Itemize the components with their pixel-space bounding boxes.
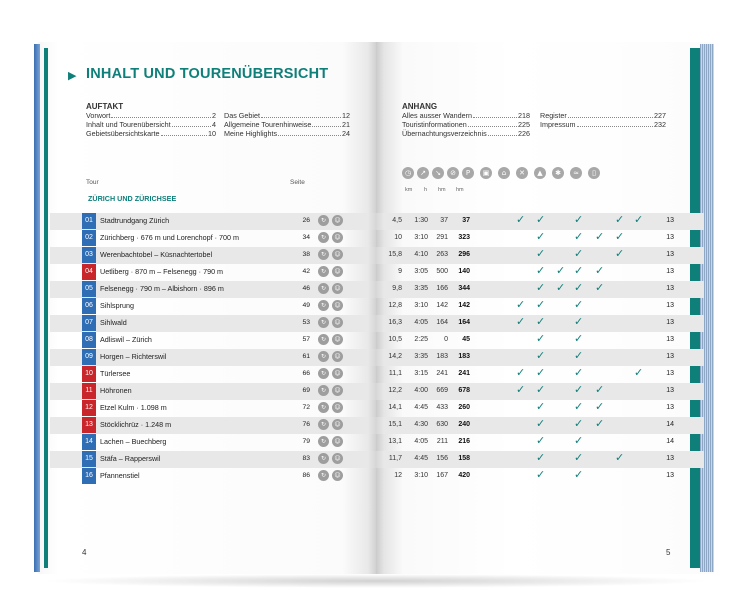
- difficulty-icon: ↻: [318, 334, 329, 345]
- tour-down: 420: [458, 472, 470, 479]
- check-icon: ✓: [574, 468, 584, 481]
- tour-km: 11,7: [388, 455, 402, 462]
- tour-ref-page: 13: [666, 234, 674, 241]
- toc-leader: [161, 129, 207, 136]
- tour-name: Lachen – Buechberg: [100, 437, 167, 446]
- left-teal-band: [44, 48, 48, 568]
- check-icon: ✓: [516, 366, 526, 379]
- check-icon: ✓: [615, 213, 625, 226]
- anhang-heading: ANHANG: [402, 102, 438, 111]
- tour-down: 45: [462, 336, 470, 343]
- tour-page: 66: [302, 370, 310, 377]
- check-icon: ✓: [536, 468, 546, 481]
- tour-page: 72: [302, 404, 310, 411]
- tour-up: 164: [436, 319, 448, 326]
- unit-km: km: [405, 187, 413, 193]
- difficulty-icon: ↻: [318, 215, 329, 226]
- tour-name: Sihlwald: [100, 318, 127, 327]
- page-number-right: 5: [666, 548, 671, 557]
- tour-page: 38: [302, 251, 310, 258]
- check-icon: ✓: [615, 247, 625, 260]
- tour-page: 76: [302, 421, 310, 428]
- tour-ref-page: 14: [666, 438, 674, 445]
- book-shadow: [40, 574, 712, 588]
- check-icon: ✓: [615, 451, 625, 464]
- tour-ref-page: 13: [666, 217, 674, 224]
- tour-km: 12,8: [388, 302, 402, 309]
- tour-up: 433: [436, 404, 448, 411]
- toc-page: 21: [342, 119, 350, 129]
- check-icon: ✓: [536, 332, 546, 345]
- book-gutter: [368, 42, 384, 574]
- difficulty-icon: ↻: [318, 317, 329, 328]
- difficulty-icon: ↻: [318, 283, 329, 294]
- tour-name: Sihlsprung: [100, 301, 134, 310]
- parking-icon: P: [462, 167, 474, 179]
- toc-entry: [224, 129, 350, 138]
- check-icon: ✓: [536, 298, 546, 311]
- cablecar-icon: ⌂: [498, 167, 510, 179]
- tour-ref-page: 13: [666, 268, 674, 275]
- toc-label: Das Gebiet: [224, 111, 260, 120]
- unit-hm-down: hm: [456, 187, 464, 193]
- tour-name: Stadtrundgang Zürich: [100, 216, 170, 225]
- tour-km: 14,2: [388, 353, 402, 360]
- tour-name: Zürichberg · 676 m und Lorenchopf · 700 m: [100, 233, 240, 242]
- check-icon: ✓: [536, 366, 546, 379]
- toc-page: 12: [342, 111, 350, 120]
- check-icon: ✓: [595, 383, 605, 396]
- difficulty-icon: ↻: [318, 419, 329, 430]
- tour-up: 183: [436, 353, 448, 360]
- check-icon: ✓: [574, 349, 584, 362]
- toc-page: 2: [212, 111, 216, 120]
- kid-friendly-icon: ☺: [332, 385, 343, 396]
- check-icon: ✓: [634, 213, 644, 226]
- tour-h: 2:25: [414, 336, 428, 343]
- toc-page: 218: [518, 111, 530, 120]
- check-icon: ✓: [574, 264, 584, 277]
- tour-h: 3:15: [414, 370, 428, 377]
- check-icon: ✓: [516, 298, 526, 311]
- tour-name: Stöcklichrüz · 1.248 m: [100, 420, 172, 429]
- toc-label: Register: [540, 111, 567, 120]
- tour-km: 10,5: [388, 336, 402, 343]
- check-icon: ✓: [574, 281, 584, 294]
- check-icon: ✓: [595, 230, 605, 243]
- difficulty-icon: ↻: [318, 453, 329, 464]
- difficulty-icon: ↻: [318, 385, 329, 396]
- toc-page: 227: [654, 111, 666, 120]
- tour-page: 79: [302, 438, 310, 445]
- tour-ref-page: 13: [666, 370, 674, 377]
- tour-page: 46: [302, 285, 310, 292]
- toc-page: 225: [518, 119, 530, 129]
- toc-label: Meine Highlights: [224, 128, 278, 138]
- tour-page: 53: [302, 319, 310, 326]
- tour-up: 630: [436, 421, 448, 428]
- tour-ref-page: 13: [666, 251, 674, 258]
- tour-h: 3:05: [414, 268, 428, 275]
- check-icon: ✓: [516, 213, 526, 226]
- toc-leader: [468, 120, 517, 127]
- tour-page: 57: [302, 336, 310, 343]
- check-icon: ✓: [574, 315, 584, 328]
- check-icon: ✓: [595, 417, 605, 430]
- tour-up: 167: [436, 472, 448, 479]
- tour-down: 678: [458, 387, 470, 394]
- tour-h: 3:10: [414, 234, 428, 241]
- tour-ref-page: 13: [666, 285, 674, 292]
- tour-h: 4:05: [414, 319, 428, 326]
- check-icon: ✓: [536, 281, 546, 294]
- tour-number-badge: 12: [82, 400, 96, 416]
- check-icon: ✓: [536, 315, 546, 328]
- tour-up: 263: [436, 251, 448, 258]
- tour-down: 216: [458, 438, 470, 445]
- toc-leader: [488, 129, 517, 136]
- tour-km: 15,8: [388, 251, 402, 258]
- boat-icon: ≈: [570, 167, 582, 179]
- kid-friendly-icon: ☺: [332, 368, 343, 379]
- kid-friendly-icon: ☺: [332, 453, 343, 464]
- tour-name: Türlersee: [100, 369, 131, 378]
- tour-km: 11,1: [388, 370, 402, 377]
- toc-page: 10: [208, 128, 216, 138]
- tour-h: 3:35: [414, 285, 428, 292]
- toc-entry: [540, 111, 666, 120]
- toc-label: Allgemeine Tourenhinweise: [224, 119, 312, 129]
- tour-km: 10: [394, 234, 402, 241]
- check-icon: ✓: [536, 451, 546, 464]
- check-icon: ✓: [574, 417, 584, 430]
- toc-label: Inhalt und Tourenübersicht: [86, 119, 171, 129]
- tour-h: 4:30: [414, 421, 428, 428]
- tour-h: 1:30: [414, 217, 428, 224]
- check-icon: ✓: [536, 264, 546, 277]
- tour-number-badge: 09: [82, 349, 96, 365]
- tour-down: 344: [458, 285, 470, 292]
- tour-number-badge: 04: [82, 264, 96, 280]
- kid-friendly-icon: ☺: [332, 283, 343, 294]
- unit-h: h: [424, 187, 428, 193]
- toc-entry: [540, 120, 666, 129]
- kid-friendly-icon: ☺: [332, 215, 343, 226]
- check-icon: ✓: [536, 383, 546, 396]
- toc-leader: [261, 111, 341, 118]
- check-icon: ✓: [574, 213, 584, 226]
- check-icon: ✓: [536, 213, 546, 226]
- toc-label: Gebietsübersichtskarte: [86, 128, 160, 138]
- kid-friendly-icon: ☺: [332, 351, 343, 362]
- check-icon: ✓: [536, 434, 546, 447]
- check-icon: ✓: [536, 230, 546, 243]
- difficulty-icon: ↻: [318, 368, 329, 379]
- check-icon: ✓: [634, 366, 644, 379]
- tour-up: 156: [436, 455, 448, 462]
- check-icon: ✓: [574, 400, 584, 413]
- arrow-up-icon: ↗: [417, 167, 429, 179]
- kid-friendly-icon: ☺: [332, 300, 343, 311]
- toc-label: Impressum: [540, 119, 576, 129]
- check-icon: ✓: [556, 281, 566, 294]
- tour-number-badge: 13: [82, 417, 96, 433]
- clock-icon: ◷: [402, 167, 414, 179]
- tour-number-badge: 16: [82, 468, 96, 484]
- unit-hm-up: hm: [438, 187, 446, 193]
- toc-entry: [402, 129, 530, 138]
- tour-km: 14,1: [388, 404, 402, 411]
- tour-km: 15,1: [388, 421, 402, 428]
- check-icon: ✓: [574, 247, 584, 260]
- winter-icon: ✱: [552, 167, 564, 179]
- toc-page: 232: [654, 119, 666, 129]
- tour-number-badge: 02: [82, 230, 96, 246]
- tour-number-badge: 07: [82, 315, 96, 331]
- toc-leader: [172, 120, 211, 127]
- tour-down: 260: [458, 404, 470, 411]
- toc-entry: [86, 120, 216, 129]
- tour-number-badge: 05: [82, 281, 96, 297]
- tour-name: Adliswil – Zürich: [100, 335, 152, 344]
- check-icon: ✓: [516, 315, 526, 328]
- tour-h: 4:10: [414, 251, 428, 258]
- tour-up: 500: [436, 268, 448, 275]
- toc-label: Vorwort: [86, 111, 111, 120]
- tour-down: 183: [458, 353, 470, 360]
- left-page-edge: [34, 44, 40, 572]
- tour-up: 37: [440, 217, 448, 224]
- kid-friendly-icon: ☺: [332, 402, 343, 413]
- tour-down: 164: [458, 319, 470, 326]
- kid-friendly-icon: ☺: [332, 266, 343, 277]
- toc-page: 4: [212, 119, 216, 129]
- tour-name: Horgen – Richterswil: [100, 352, 167, 361]
- check-icon: ✓: [615, 230, 625, 243]
- check-icon: ✓: [595, 264, 605, 277]
- tour-down: 296: [458, 251, 470, 258]
- tour-ref-page: 13: [666, 336, 674, 343]
- bath-icon: ▯: [588, 167, 600, 179]
- toc-entry: [224, 111, 350, 120]
- check-icon: ✓: [574, 451, 584, 464]
- tour-down: 142: [458, 302, 470, 309]
- tour-h: 3:35: [414, 353, 428, 360]
- difficulty-icon: ↻: [318, 436, 329, 447]
- tour-km: 12: [394, 472, 402, 479]
- difficulty-icon: ↻: [318, 300, 329, 311]
- check-icon: ✓: [574, 332, 584, 345]
- tour-page: 26: [302, 217, 310, 224]
- tour-down: 241: [458, 370, 470, 377]
- tour-name: Stäfa – Rapperswil: [100, 454, 161, 463]
- tour-page: 34: [302, 234, 310, 241]
- seite-column-header: Seite: [290, 179, 305, 186]
- toc-entry: [402, 120, 530, 129]
- tour-down: 37: [462, 217, 470, 224]
- difficulty-icon: ↻: [318, 351, 329, 362]
- tour-number-badge: 14: [82, 434, 96, 450]
- check-icon: ✓: [574, 366, 584, 379]
- tour-h: 4:00: [414, 387, 428, 394]
- tour-down: 158: [458, 455, 470, 462]
- tour-page: 83: [302, 455, 310, 462]
- tour-down: 323: [458, 234, 470, 241]
- check-icon: ✓: [595, 400, 605, 413]
- tour-number-badge: 01: [82, 213, 96, 229]
- toc-page: 24: [342, 128, 350, 138]
- tour-h: 4:05: [414, 438, 428, 445]
- kid-friendly-icon: ☺: [332, 232, 343, 243]
- tour-up: 142: [436, 302, 448, 309]
- header-icon-row: [402, 167, 606, 179]
- toc-entry: [224, 120, 350, 129]
- tour-km: 13,1: [388, 438, 402, 445]
- tour-up: 669: [436, 387, 448, 394]
- toc-leader: [577, 120, 653, 127]
- toc-page: 226: [518, 128, 530, 138]
- toc-leader: [278, 129, 341, 136]
- tour-up: 241: [436, 370, 448, 377]
- toc-label: Übernachtungsverzeichnis: [402, 128, 487, 138]
- check-icon: ✓: [536, 400, 546, 413]
- tour-ref-page: 13: [666, 387, 674, 394]
- check-icon: ✓: [574, 434, 584, 447]
- toc-leader: [111, 111, 211, 118]
- tour-number-badge: 08: [82, 332, 96, 348]
- tour-up: 0: [444, 336, 448, 343]
- kid-friendly-icon: ☺: [332, 317, 343, 328]
- no-icon: ⊘: [447, 167, 459, 179]
- tour-number-badge: 06: [82, 298, 96, 314]
- check-icon: ✓: [536, 417, 546, 430]
- tour-number-badge: 03: [82, 247, 96, 263]
- kid-friendly-icon: ☺: [332, 419, 343, 430]
- tour-down: 140: [458, 268, 470, 275]
- check-icon: ✓: [536, 247, 546, 260]
- tour-up: 166: [436, 285, 448, 292]
- kid-friendly-icon: ☺: [332, 470, 343, 481]
- tour-ref-page: 13: [666, 404, 674, 411]
- tour-number-badge: 11: [82, 383, 96, 399]
- tour-km: 9,8: [392, 285, 402, 292]
- bus-icon: ▣: [480, 167, 492, 179]
- toc-leader: [568, 111, 653, 118]
- page-number-left: 4: [82, 548, 87, 557]
- tour-ref-page: 13: [666, 319, 674, 326]
- toc-label: Alles ausser Wandern: [402, 111, 473, 120]
- tour-ref-page: 14: [666, 421, 674, 428]
- difficulty-icon: ↻: [318, 470, 329, 481]
- tour-ref-page: 13: [666, 472, 674, 479]
- tour-km: 16,3: [388, 319, 402, 326]
- difficulty-icon: ↻: [318, 232, 329, 243]
- tour-km: 4,5: [392, 217, 402, 224]
- toc-entry: [402, 111, 530, 120]
- tour-down: 240: [458, 421, 470, 428]
- tour-page: 61: [302, 353, 310, 360]
- check-icon: ✓: [574, 230, 584, 243]
- check-icon: ✓: [516, 383, 526, 396]
- toc-leader: [473, 111, 517, 118]
- check-icon: ✓: [574, 298, 584, 311]
- tour-h: 4:45: [414, 404, 428, 411]
- kid-friendly-icon: ☺: [332, 249, 343, 260]
- tour-page: 49: [302, 302, 310, 309]
- open-book: [38, 42, 714, 574]
- tour-ref-page: 13: [666, 353, 674, 360]
- tour-h: 3:10: [414, 472, 428, 479]
- tour-ref-page: 13: [666, 455, 674, 462]
- tour-h: 3:10: [414, 302, 428, 309]
- check-icon: ✓: [574, 383, 584, 396]
- tour-name: Pfannenstiel: [100, 471, 140, 480]
- tour-km: 12,2: [388, 387, 402, 394]
- difficulty-icon: ↻: [318, 402, 329, 413]
- check-icon: ✓: [556, 264, 566, 277]
- check-icon: ✓: [536, 349, 546, 362]
- tour-name: Etzel Kulm · 1.098 m: [100, 403, 167, 412]
- arrow-down-icon: ↘: [432, 167, 444, 179]
- kid-friendly-icon: ☺: [332, 334, 343, 345]
- tour-page: 86: [302, 472, 310, 479]
- tour-page: 69: [302, 387, 310, 394]
- kid-friendly-icon: ☺: [332, 436, 343, 447]
- summit-icon: ▲: [534, 167, 546, 179]
- tour-km: 9: [398, 268, 402, 275]
- check-icon: ✓: [595, 281, 605, 294]
- tour-column-header: Tour: [86, 179, 99, 186]
- tour-number-badge: 10: [82, 366, 96, 382]
- auftakt-heading: AUFTAKT: [86, 102, 124, 111]
- title-arrow-icon: ▶: [68, 70, 77, 82]
- tour-page: 42: [302, 268, 310, 275]
- tour-h: 4:45: [414, 455, 428, 462]
- tour-name: Höhronen: [100, 386, 132, 395]
- tour-name: Felsenegg · 790 m – Albishorn · 896 m: [100, 284, 224, 293]
- tour-number-badge: 15: [82, 451, 96, 467]
- toc-entry: [86, 111, 216, 120]
- tour-name: Werenbachtobel – Küsnachtertobel: [100, 250, 213, 259]
- difficulty-icon: ↻: [318, 266, 329, 277]
- tour-name: Uetliberg · 870 m – Felsenegg · 790 m: [100, 267, 224, 276]
- toc-leader: [312, 120, 341, 127]
- tour-up: 291: [436, 234, 448, 241]
- toc-label: Touristinformationen: [402, 119, 467, 129]
- toc-entry: [86, 129, 216, 138]
- page-title: INHALT UND TOURENÜBERSICHT: [86, 66, 329, 82]
- restaurant-icon: ✕: [516, 167, 528, 179]
- tour-up: 211: [436, 438, 448, 445]
- tour-ref-page: 13: [666, 302, 674, 309]
- region-heading: ZÜRICH UND ZÜRICHSEE: [88, 194, 177, 203]
- difficulty-icon: ↻: [318, 249, 329, 260]
